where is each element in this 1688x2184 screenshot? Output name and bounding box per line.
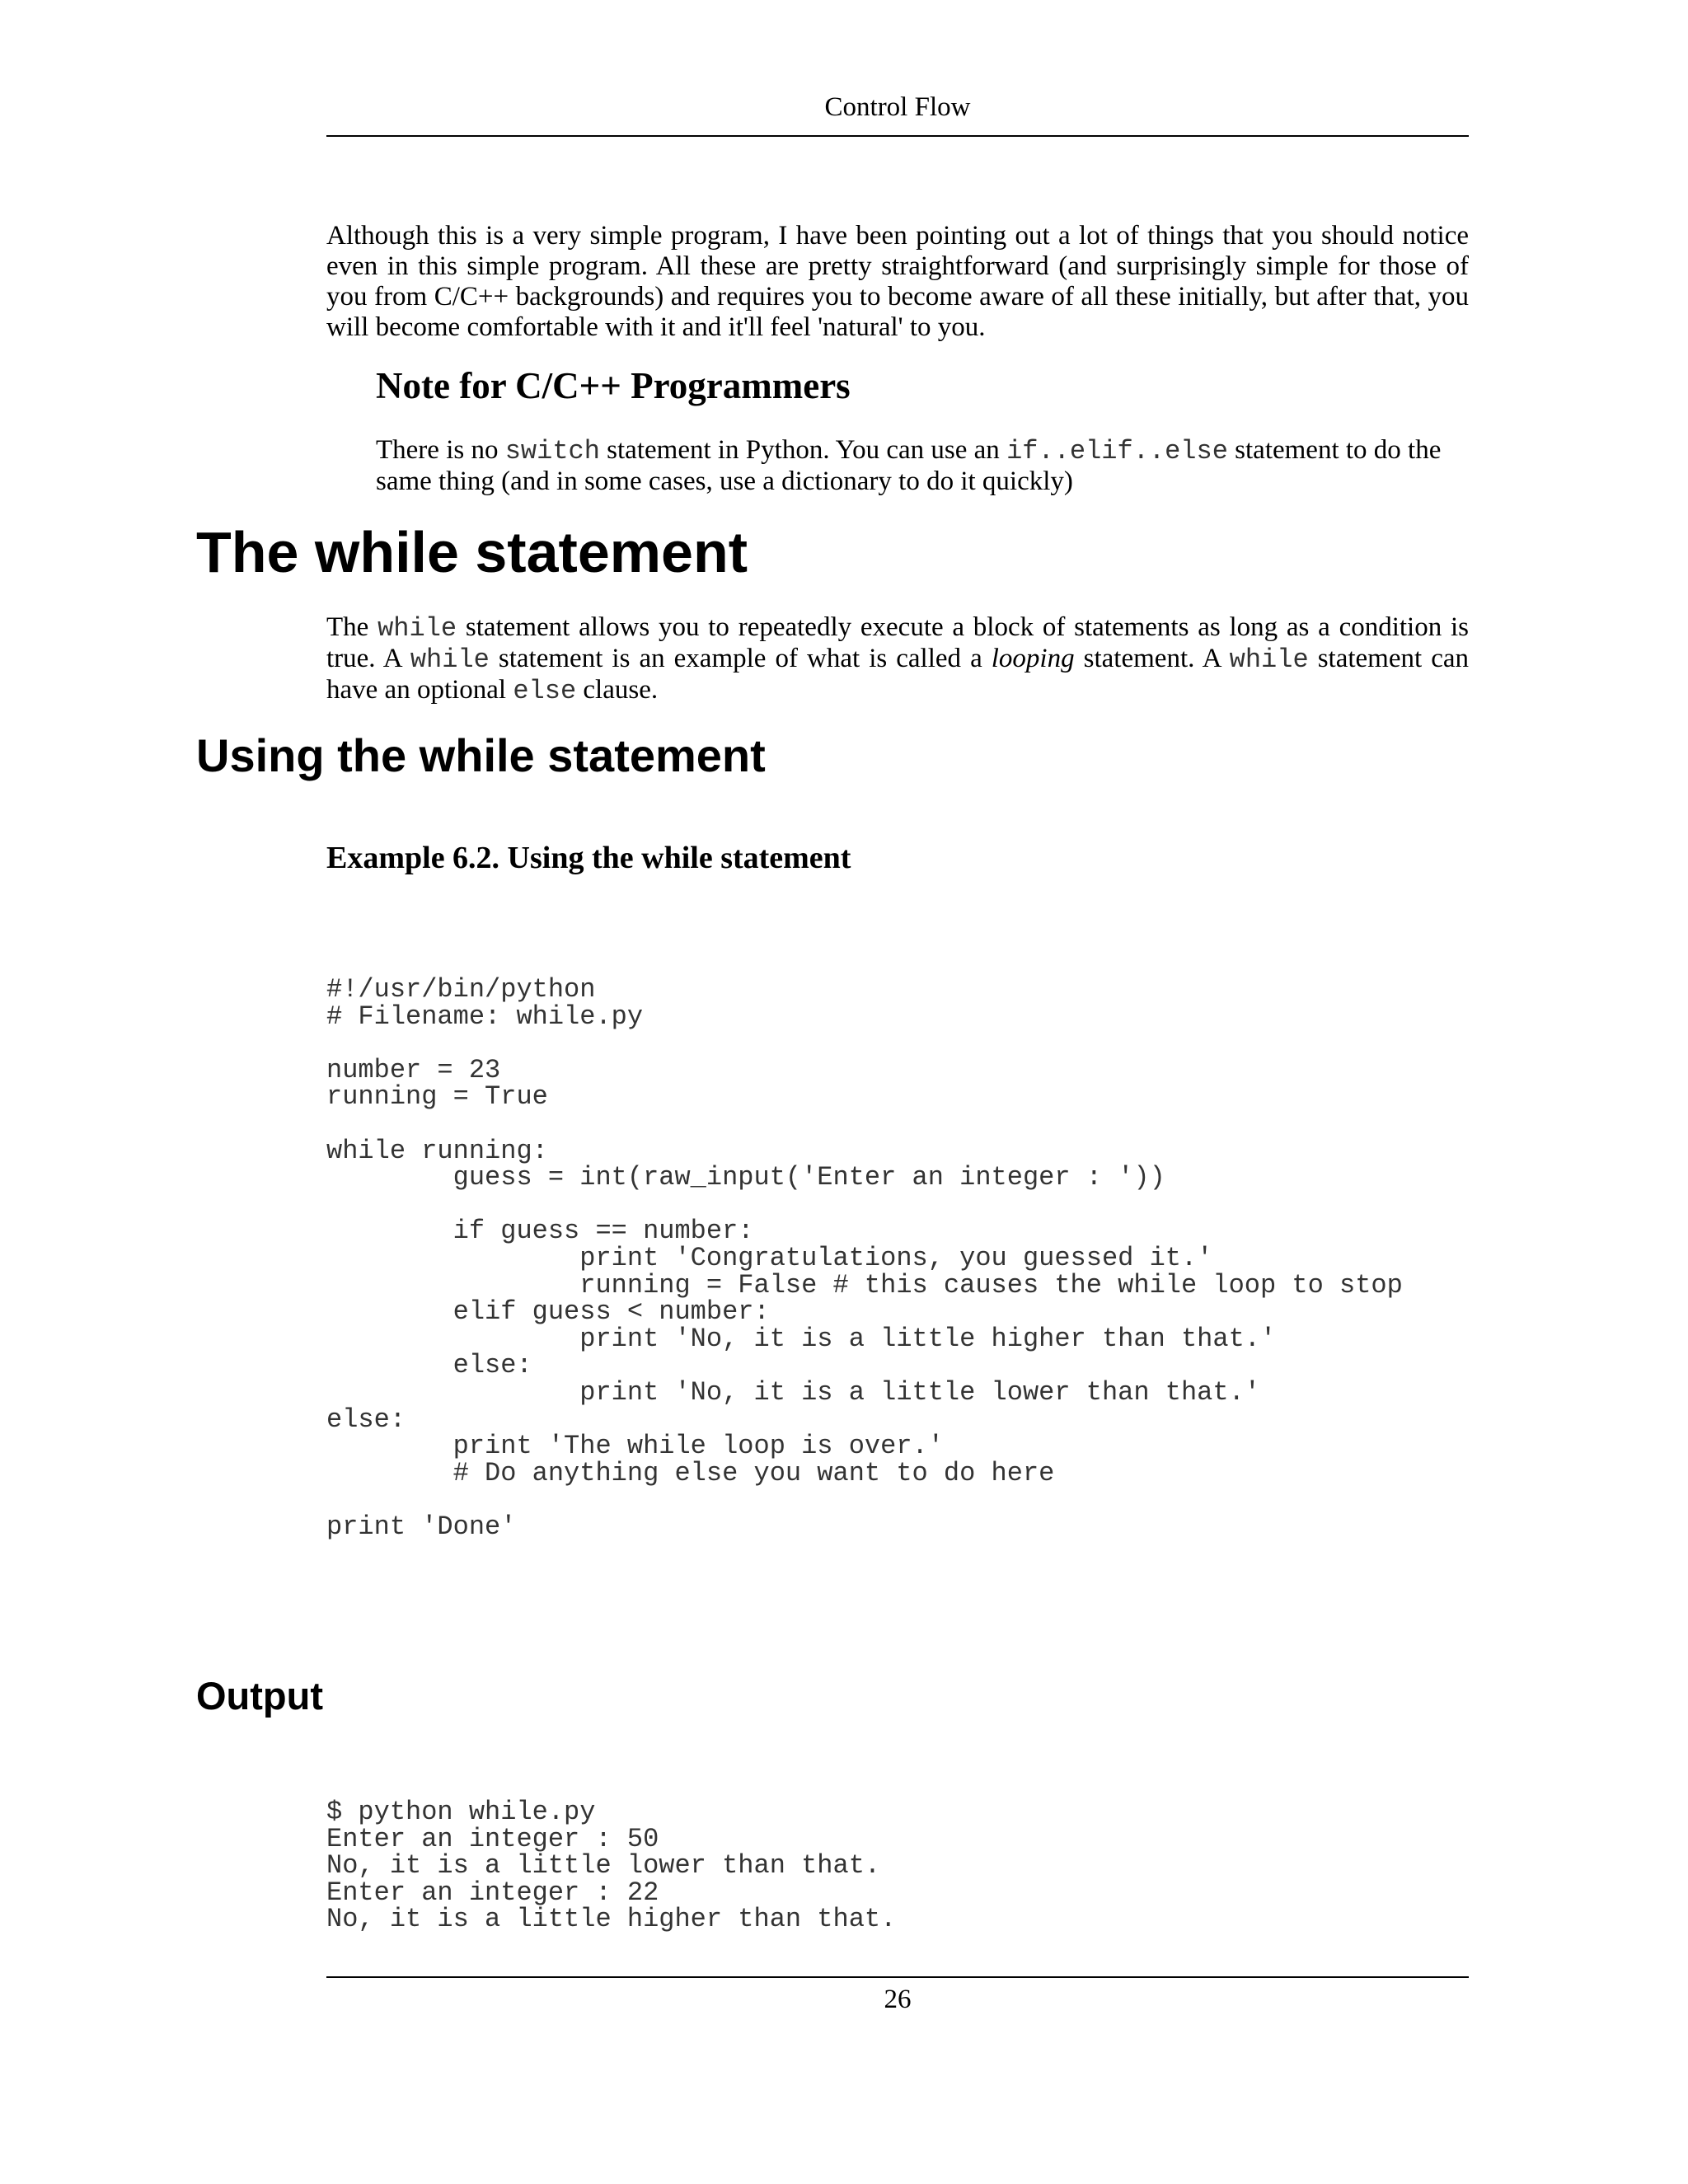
running-header: Control Flow (824, 92, 971, 122)
paragraph-text: statement is an example of what is called a (489, 644, 992, 673)
output-listing: $ python while.py Enter an integer : 50 No, it is a little lower than that. Enter an integer : 22 No, it is a little higher than that. (326, 1797, 897, 1935)
paragraph-text: statement. A (1074, 644, 1230, 673)
inline-code: while (377, 613, 457, 644)
note-title: Note for C/C++ Programmers (376, 365, 851, 406)
subsection-heading-using-while: Using the while statement (196, 729, 766, 781)
example-title: Example 6.2. Using the while statement (326, 841, 851, 875)
header-rule (326, 135, 1469, 137)
note-text: statement to do the same thing (and in some cases, use a dictionary to do it quickly) (376, 435, 1442, 496)
inline-code: switch (504, 436, 600, 466)
page-number: 26 (884, 1985, 912, 2014)
output-heading: Output (196, 1674, 323, 1718)
note-text: There is no (376, 435, 505, 465)
while-paragraph (326, 612, 1469, 706)
code-listing: #!/usr/bin/python # Filename: while.py number = 23 running = True while running: guess = int(raw_input('Enter an integer : ')) if guess == number: print 'Congratulations, you guessed it.' running = False # this causes the while loop to stop elif guess < number: print 'No, it is a little higher than that.' else: print 'No, it is a little lower than that.' else: print 'The while loop is over.' # Do anything else you want to do here print 'Done' (326, 974, 1403, 1542)
inline-code: else (513, 676, 577, 706)
intro-paragraph: Although this is a very simple program, I have been pointing out a lot of things that you should notice even in this simple program. All these are pretty straightforward (and surprisingly simple for those of you from C/C++ backgrounds) and requires you to become aware of all these initially, but after that, you will become comfortable with it and it'll feel 'natural' to you. (326, 221, 1469, 342)
emphasis-text: looping (991, 644, 1075, 673)
inline-code: while (1229, 644, 1309, 675)
paragraph-text: statement can have an optional (326, 644, 1469, 705)
section-heading-while: The while statement (196, 520, 748, 584)
inline-code: while (410, 644, 490, 675)
paragraph-text: statement allows you to repeatedly execute a block of statements as long as a condition is true. A (326, 612, 1469, 673)
paragraph-text: The (326, 612, 378, 642)
note-text: statement in Python. You can use an (599, 435, 1007, 465)
paragraph-text: clause. (576, 675, 659, 705)
inline-code: if..elif..else (1006, 436, 1228, 466)
footer-rule (326, 1976, 1469, 1978)
note-body (376, 435, 1447, 497)
